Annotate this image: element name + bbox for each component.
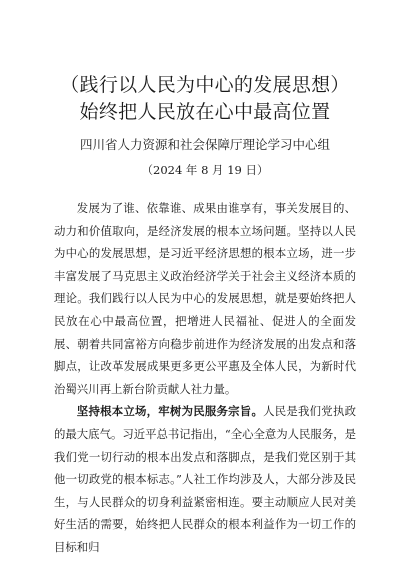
paragraph-2 bbox=[54, 400, 356, 558]
article-title: （践行以人民为中心的发展思想）始终把人民放在心中最高位置 bbox=[60, 74, 350, 123]
paragraph-2-lead: 坚持根本立场，牢树为民服务宗旨。 bbox=[76, 404, 264, 419]
article-date: （2024 年 8 月 19 日） bbox=[141, 163, 269, 177]
paragraph-1-text: 发展为了谁、依靠谁、成果由谁享有，事关发展目的、动力和价值取向，是经济发展的根本立场问题。坚持以人民为中心的发展思想，是习近平经济思想的根本立场，进一步丰富发展了马克思主义政治经济学关于社会主义经济本质的理论。我们践行以人民为中心的发展思想，就是要始终把人民放在心中最高位置，把增进人民福祉、促进人的全面发展、朝着共同富裕方向稳步前进作为经济发展的出发点和落脚点，让改革发展成果更多更公平惠及全体人民，为新时代治蜀兴川再上新台阶贡献人社力量。 bbox=[54, 201, 356, 396]
paragraph-2-text: 人民是我们党执政的最大底气。习近平总书记指出，“全心全意为人民服务，是我们党一切行动的根本出发点和落脚点，是我们党区别于其他一切政党的根本标志。”人社工作均涉及人，大部分涉及民生，与人民群众的切身利益紧密相连。要主动顺应人民对美好生活的需要，始终把人民群众的根本利益作为一切工作的目标和归 bbox=[54, 404, 356, 554]
article-author: 四川省人力资源和社会保障厅理论学习中心组 bbox=[79, 137, 330, 152]
paragraph-1 bbox=[54, 197, 356, 400]
